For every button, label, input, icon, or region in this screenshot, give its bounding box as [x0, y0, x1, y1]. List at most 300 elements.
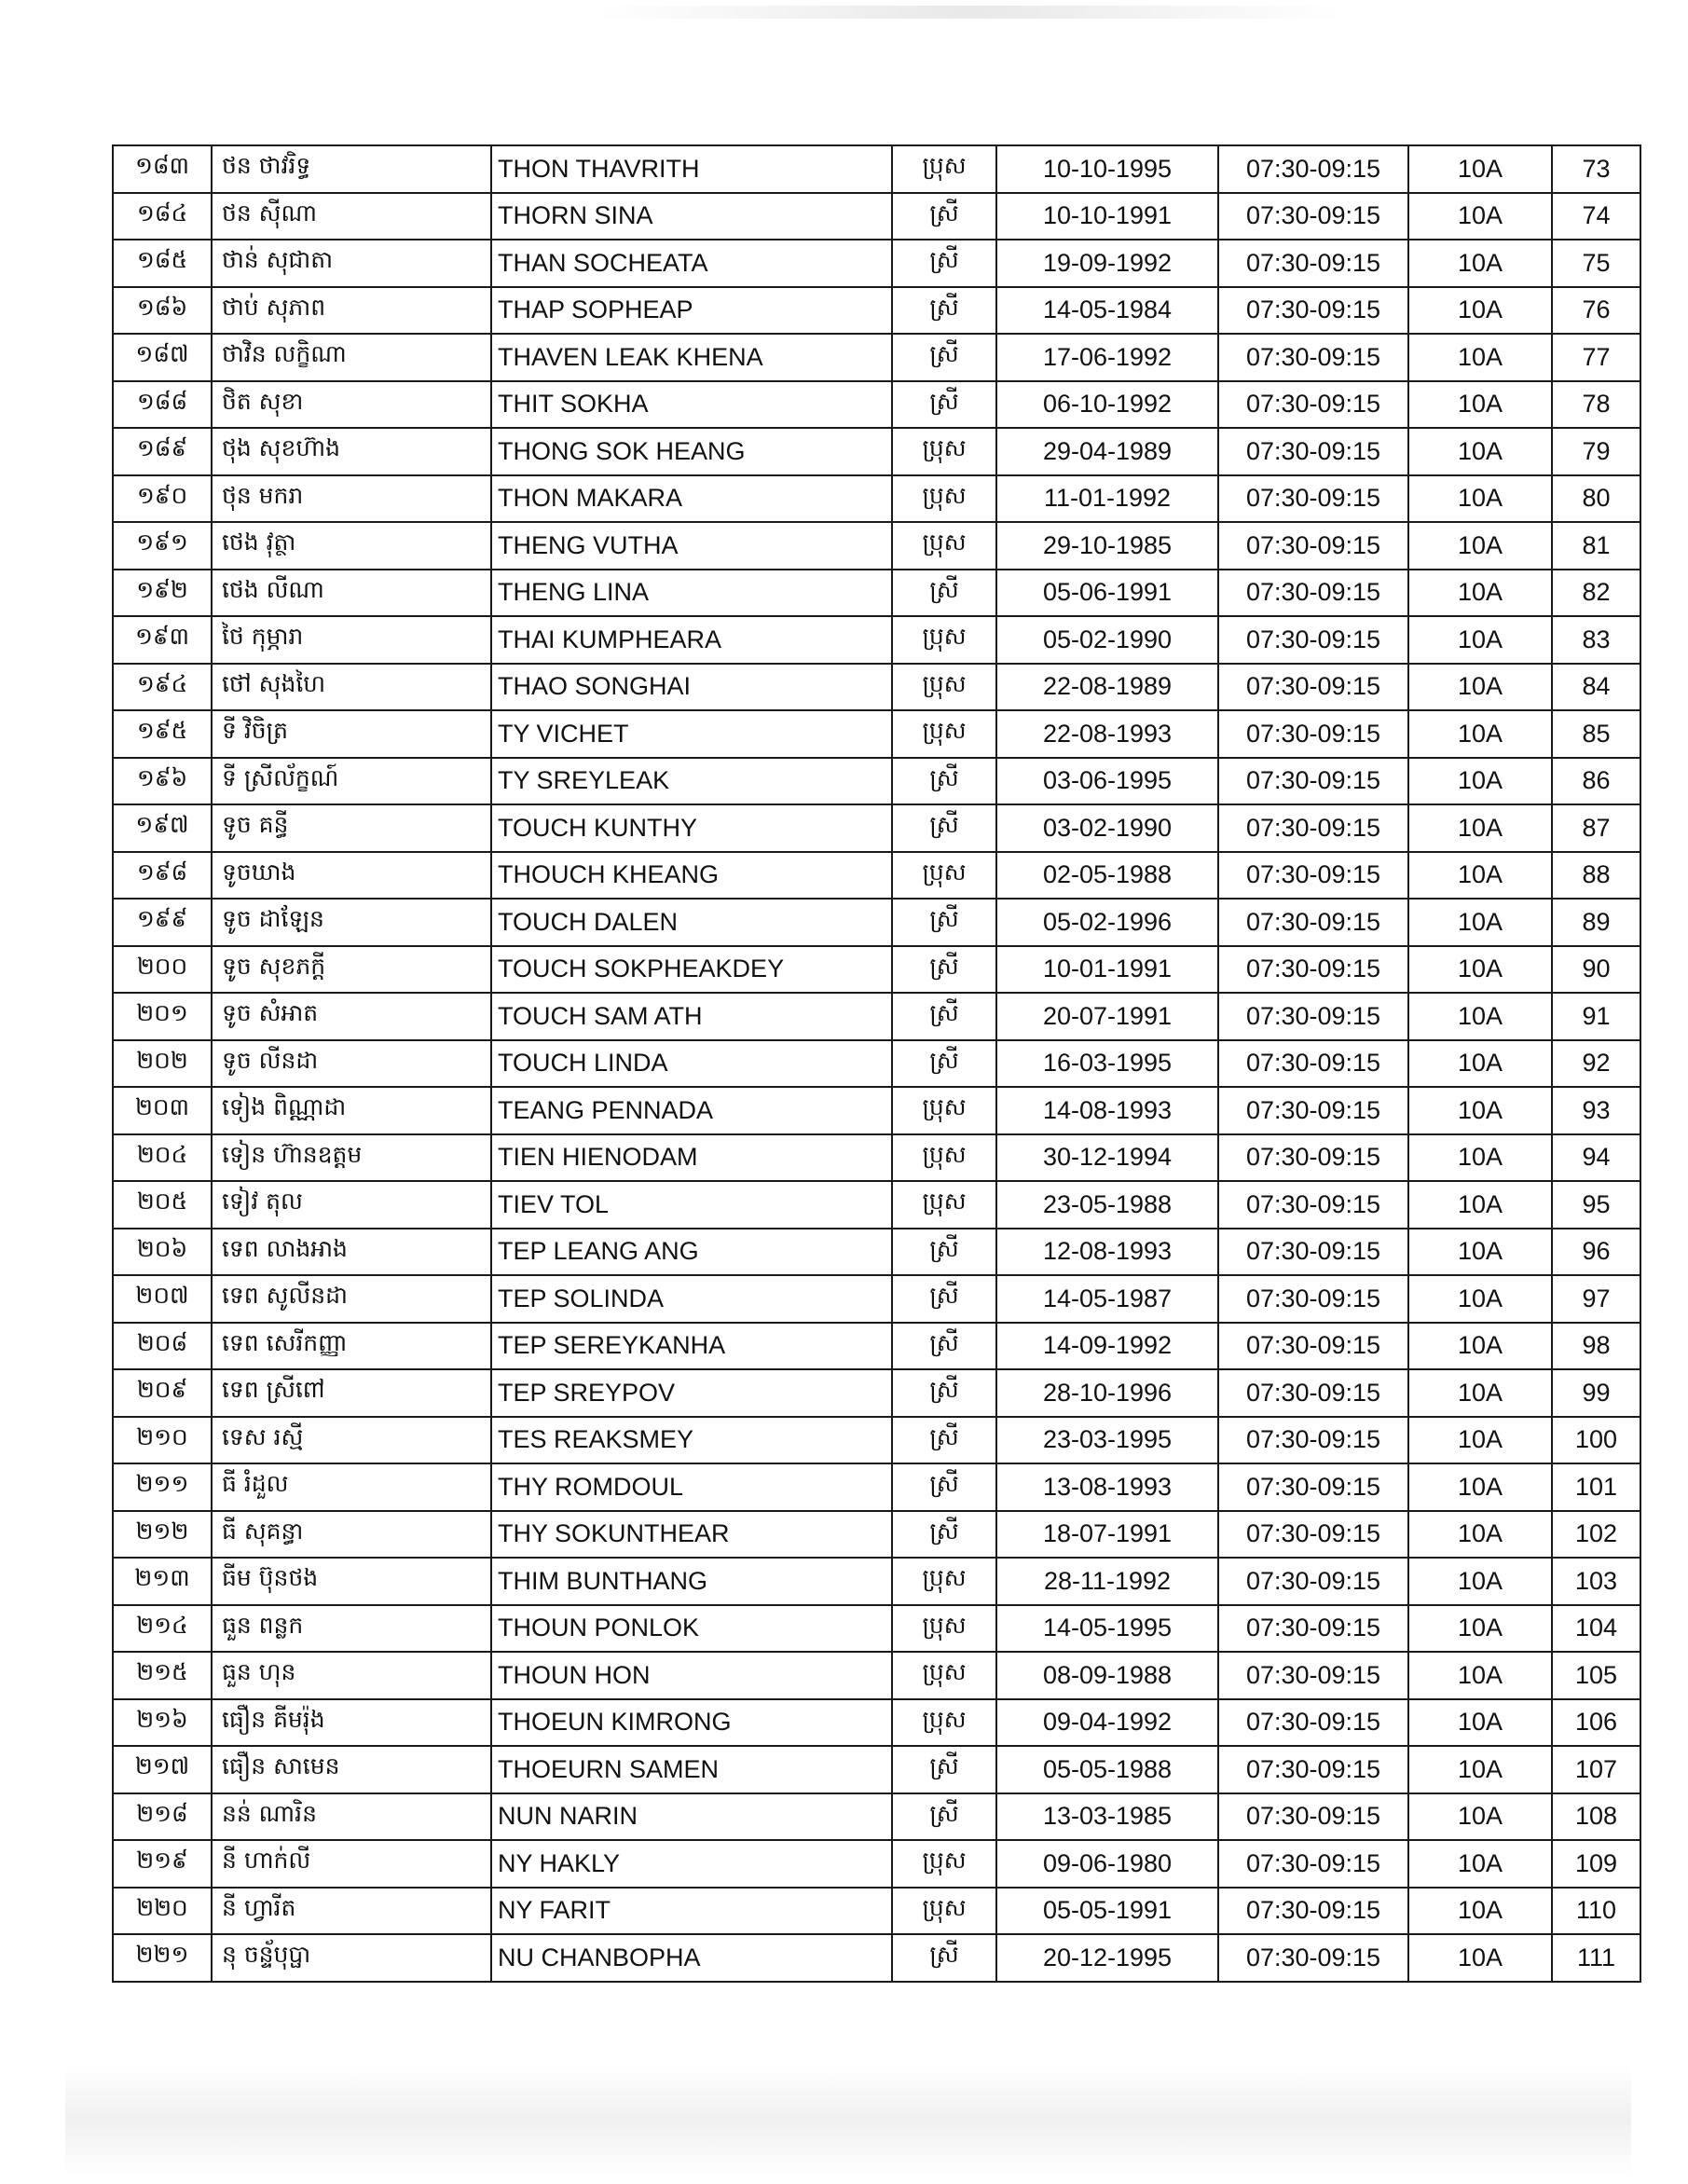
seat-number-cell: 82	[1552, 570, 1640, 617]
date-of-birth-cell: 10-01-1991	[996, 946, 1218, 994]
exam-time-cell: 07:30-09:15	[1218, 1699, 1408, 1747]
khmer-name-cell: នុ ចន្ទ័បុប្ផា	[212, 1934, 491, 1982]
date-of-birth-cell: 29-10-1985	[996, 522, 1218, 570]
sex-cell: ស្រី	[892, 1746, 996, 1793]
date-of-birth-cell: 09-06-1980	[996, 1840, 1218, 1888]
date-of-birth-cell: 20-07-1991	[996, 993, 1218, 1040]
row-number-cell: ២១៦	[113, 1699, 212, 1747]
table-row	[113, 1275, 1640, 1323]
date-of-birth-cell: 05-02-1996	[996, 899, 1218, 946]
table-row	[113, 1134, 1640, 1182]
sex-cell: ស្រី	[892, 193, 996, 240]
exam-room-cell: 10A	[1408, 1699, 1552, 1747]
seat-number-cell: 109	[1552, 1840, 1640, 1888]
seat-number-cell: 84	[1552, 664, 1640, 711]
table-row	[113, 1605, 1640, 1653]
khmer-name-cell: ថិត សុខា	[212, 381, 491, 429]
latin-name-cell: TEP SEREYKANHA	[491, 1323, 892, 1370]
seat-number-cell: 108	[1552, 1793, 1640, 1841]
table-row	[113, 758, 1640, 805]
date-of-birth-cell: 13-03-1985	[996, 1793, 1218, 1841]
date-of-birth-cell: 23-05-1988	[996, 1181, 1218, 1229]
table-row	[113, 428, 1640, 475]
row-number-cell: ២១០	[113, 1417, 212, 1464]
sex-cell: ស្រី	[892, 1793, 996, 1841]
date-of-birth-cell: 05-06-1991	[996, 570, 1218, 617]
row-number-cell: ១៩៧	[113, 804, 212, 852]
table-row	[113, 946, 1640, 994]
sex-cell: ស្រី	[892, 1511, 996, 1559]
row-number-cell: ២០៥	[113, 1181, 212, 1229]
sex-cell: ប្រុស	[892, 1652, 996, 1699]
latin-name-cell: THIM BUNTHANG	[491, 1558, 892, 1605]
table-row	[113, 475, 1640, 523]
exam-time-cell: 07:30-09:15	[1218, 193, 1408, 240]
candidate-table	[112, 144, 1641, 1983]
latin-name-cell: THON MAKARA	[491, 475, 892, 523]
table-row	[113, 522, 1640, 570]
date-of-birth-cell: 05-05-1988	[996, 1746, 1218, 1793]
row-number-cell: ១៨៥	[113, 240, 212, 287]
exam-room-cell: 10A	[1408, 758, 1552, 805]
date-of-birth-cell: 23-03-1995	[996, 1417, 1218, 1464]
seat-number-cell: 110	[1552, 1888, 1640, 1935]
latin-name-cell: TOUCH LINDA	[491, 1040, 892, 1088]
exam-time-cell: 07:30-09:15	[1218, 804, 1408, 852]
khmer-name-cell: ទូច សំអាត	[212, 993, 491, 1040]
exam-time-cell: 07:30-09:15	[1218, 381, 1408, 429]
khmer-name-cell: នី ហ្វារីត	[212, 1888, 491, 1935]
date-of-birth-cell: 14-09-1992	[996, 1323, 1218, 1370]
sex-cell: ប្រុស	[892, 1888, 996, 1935]
exam-room-cell: 10A	[1408, 1463, 1552, 1511]
latin-name-cell: THOUCH KHEANG	[491, 852, 892, 900]
date-of-birth-cell: 14-05-1984	[996, 287, 1218, 335]
seat-number-cell: 83	[1552, 616, 1640, 664]
exam-room-cell: 10A	[1408, 1040, 1552, 1088]
latin-name-cell: THIT SOKHA	[491, 381, 892, 429]
exam-time-cell: 07:30-09:15	[1218, 1793, 1408, 1841]
latin-name-cell: THAI KUMPHEARA	[491, 616, 892, 664]
latin-name-cell: THY ROMDOUL	[491, 1463, 892, 1511]
exam-room-cell: 10A	[1408, 1417, 1552, 1464]
table-row	[113, 852, 1640, 900]
khmer-name-cell: ធីម ប៊ុនថង	[212, 1558, 491, 1605]
table-row	[113, 616, 1640, 664]
row-number-cell: ២០៦	[113, 1229, 212, 1276]
row-number-cell: ១៨៩	[113, 428, 212, 475]
sex-cell: ស្រី	[892, 1417, 996, 1464]
seat-number-cell: 100	[1552, 1417, 1640, 1464]
sex-cell: ប្រុស	[892, 1134, 996, 1182]
date-of-birth-cell: 16-03-1995	[996, 1040, 1218, 1088]
seat-number-cell: 90	[1552, 946, 1640, 994]
latin-name-cell: TIEN HIENODAM	[491, 1134, 892, 1182]
exam-room-cell: 10A	[1408, 1323, 1552, 1370]
row-number-cell: ២០៨	[113, 1323, 212, 1370]
seat-number-cell: 76	[1552, 287, 1640, 335]
date-of-birth-cell: 18-07-1991	[996, 1511, 1218, 1559]
sex-cell: ប្រុស	[892, 1840, 996, 1888]
sex-cell: ស្រី	[892, 1934, 996, 1982]
date-of-birth-cell: 11-01-1992	[996, 475, 1218, 523]
exam-time-cell: 07:30-09:15	[1218, 1840, 1408, 1888]
khmer-name-cell: ទី ស្រីល័ក្ខណ៍	[212, 758, 491, 805]
latin-name-cell: TY VICHET	[491, 710, 892, 758]
khmer-name-cell: ថៅ សុងហៃ	[212, 664, 491, 711]
sex-cell: ស្រី	[892, 240, 996, 287]
table-row	[113, 145, 1640, 193]
sex-cell: ស្រី	[892, 381, 996, 429]
exam-time-cell: 07:30-09:15	[1218, 1511, 1408, 1559]
seat-number-cell: 102	[1552, 1511, 1640, 1559]
exam-room-cell: 10A	[1408, 1888, 1552, 1935]
exam-room-cell: 10A	[1408, 993, 1552, 1040]
row-number-cell: ២១៣	[113, 1558, 212, 1605]
table-row	[113, 1888, 1640, 1935]
khmer-name-cell: ទី វិចិត្រ	[212, 710, 491, 758]
khmer-name-cell: ទេព សេរីកញ្ញា	[212, 1323, 491, 1370]
row-number-cell: ១៩៨	[113, 852, 212, 900]
exam-room-cell: 10A	[1408, 710, 1552, 758]
latin-name-cell: NY HAKLY	[491, 1840, 892, 1888]
exam-room-cell: 10A	[1408, 804, 1552, 852]
row-number-cell: ១៨៨	[113, 381, 212, 429]
sex-cell: ប្រុស	[892, 522, 996, 570]
scan-artifact-bottom	[65, 2065, 1631, 2177]
seat-number-cell: 106	[1552, 1699, 1640, 1747]
table-row	[113, 1229, 1640, 1276]
exam-time-cell: 07:30-09:15	[1218, 1134, 1408, 1182]
row-number-cell: ២០៤	[113, 1134, 212, 1182]
table-row	[113, 1746, 1640, 1793]
date-of-birth-cell: 14-08-1993	[996, 1087, 1218, 1134]
row-number-cell: ២០១	[113, 993, 212, 1040]
exam-time-cell: 07:30-09:15	[1218, 240, 1408, 287]
latin-name-cell: THOUN PONLOK	[491, 1605, 892, 1653]
date-of-birth-cell: 17-06-1992	[996, 334, 1218, 381]
exam-time-cell: 07:30-09:15	[1218, 616, 1408, 664]
latin-name-cell: NY FARIT	[491, 1888, 892, 1935]
khmer-name-cell: ទេស រស្មី	[212, 1417, 491, 1464]
seat-number-cell: 78	[1552, 381, 1640, 429]
table-row	[113, 287, 1640, 335]
sex-cell: ស្រី	[892, 570, 996, 617]
exam-time-cell: 07:30-09:15	[1218, 664, 1408, 711]
seat-number-cell: 111	[1552, 1934, 1640, 1982]
table-row	[113, 899, 1640, 946]
sex-cell: ស្រី	[892, 287, 996, 335]
exam-time-cell: 07:30-09:15	[1218, 710, 1408, 758]
seat-number-cell: 101	[1552, 1463, 1640, 1511]
date-of-birth-cell: 22-08-1989	[996, 664, 1218, 711]
exam-room-cell: 10A	[1408, 1934, 1552, 1982]
sex-cell: ស្រី	[892, 334, 996, 381]
khmer-name-cell: ធឿន គីមរ៉ុង	[212, 1699, 491, 1747]
date-of-birth-cell: 20-12-1995	[996, 1934, 1218, 1982]
latin-name-cell: TOUCH DALEN	[491, 899, 892, 946]
sex-cell: ស្រី	[892, 946, 996, 994]
date-of-birth-cell: 03-02-1990	[996, 804, 1218, 852]
exam-room-cell: 10A	[1408, 428, 1552, 475]
seat-number-cell: 85	[1552, 710, 1640, 758]
exam-time-cell: 07:30-09:15	[1218, 1934, 1408, 1982]
exam-room-cell: 10A	[1408, 946, 1552, 994]
exam-room-cell: 10A	[1408, 616, 1552, 664]
exam-room-cell: 10A	[1408, 1558, 1552, 1605]
seat-number-cell: 73	[1552, 145, 1640, 193]
khmer-name-cell: ទៀន ហ៊ានឧត្តម	[212, 1134, 491, 1182]
seat-number-cell: 81	[1552, 522, 1640, 570]
latin-name-cell: TOUCH SAM ATH	[491, 993, 892, 1040]
seat-number-cell: 79	[1552, 428, 1640, 475]
table-row	[113, 1511, 1640, 1559]
sex-cell: ប្រុស	[892, 1558, 996, 1605]
khmer-name-cell: ថេង លីណា	[212, 570, 491, 617]
row-number-cell: ១៩១	[113, 522, 212, 570]
sex-cell: ប្រុស	[892, 428, 996, 475]
date-of-birth-cell: 02-05-1988	[996, 852, 1218, 900]
row-number-cell: ២០៩	[113, 1369, 212, 1417]
row-number-cell: ១៩២	[113, 570, 212, 617]
exam-room-cell: 10A	[1408, 522, 1552, 570]
row-number-cell: ២១១	[113, 1463, 212, 1511]
khmer-name-cell: ទូចឃាង	[212, 852, 491, 900]
khmer-name-cell: នី ហាក់លី	[212, 1840, 491, 1888]
seat-number-cell: 94	[1552, 1134, 1640, 1182]
latin-name-cell: TOUCH KUNTHY	[491, 804, 892, 852]
exam-room-cell: 10A	[1408, 1369, 1552, 1417]
exam-time-cell: 07:30-09:15	[1218, 1181, 1408, 1229]
date-of-birth-cell: 05-02-1990	[996, 616, 1218, 664]
exam-room-cell: 10A	[1408, 1181, 1552, 1229]
khmer-name-cell: ថាប់ សុភាព	[212, 287, 491, 335]
seat-number-cell: 86	[1552, 758, 1640, 805]
date-of-birth-cell: 29-04-1989	[996, 428, 1218, 475]
seat-number-cell: 103	[1552, 1558, 1640, 1605]
khmer-name-cell: ថៃ កុម្ភារា	[212, 616, 491, 664]
row-number-cell: ២២០	[113, 1888, 212, 1935]
row-number-cell: ១៩៦	[113, 758, 212, 805]
khmer-name-cell: ធួន ហុន	[212, 1652, 491, 1699]
row-number-cell: ១៩៩	[113, 899, 212, 946]
sex-cell: ស្រី	[892, 1040, 996, 1088]
row-number-cell: ២០៣	[113, 1087, 212, 1134]
exam-time-cell: 07:30-09:15	[1218, 428, 1408, 475]
exam-time-cell: 07:30-09:15	[1218, 1417, 1408, 1464]
exam-room-cell: 10A	[1408, 1793, 1552, 1841]
date-of-birth-cell: 22-08-1993	[996, 710, 1218, 758]
seat-number-cell: 99	[1552, 1369, 1640, 1417]
table-row	[113, 1699, 1640, 1747]
sex-cell: ប្រុស	[892, 616, 996, 664]
exam-room-cell: 10A	[1408, 899, 1552, 946]
exam-time-cell: 07:30-09:15	[1218, 993, 1408, 1040]
exam-room-cell: 10A	[1408, 287, 1552, 335]
sex-cell: ស្រី	[892, 758, 996, 805]
exam-time-cell: 07:30-09:15	[1218, 1275, 1408, 1323]
row-number-cell: ២១៤	[113, 1605, 212, 1653]
latin-name-cell: TY SREYLEAK	[491, 758, 892, 805]
latin-name-cell: TOUCH SOKPHEAKDEY	[491, 946, 892, 994]
seat-number-cell: 98	[1552, 1323, 1640, 1370]
date-of-birth-cell: 09-04-1992	[996, 1699, 1218, 1747]
khmer-name-cell: ទូច សុខភក្តី	[212, 946, 491, 994]
sex-cell: ប្រុស	[892, 1087, 996, 1134]
date-of-birth-cell: 03-06-1995	[996, 758, 1218, 805]
latin-name-cell: THENG VUTHA	[491, 522, 892, 570]
khmer-name-cell: ទៀង ពិណ្ណាដា	[212, 1087, 491, 1134]
seat-number-cell: 80	[1552, 475, 1640, 523]
exam-room-cell: 10A	[1408, 1134, 1552, 1182]
seat-number-cell: 74	[1552, 193, 1640, 240]
exam-time-cell: 07:30-09:15	[1218, 1087, 1408, 1134]
table-row	[113, 570, 1640, 617]
seat-number-cell: 107	[1552, 1746, 1640, 1793]
sex-cell: ស្រី	[892, 1369, 996, 1417]
row-number-cell: ១៨៧	[113, 334, 212, 381]
sex-cell: ស្រី	[892, 1229, 996, 1276]
date-of-birth-cell: 08-09-1988	[996, 1652, 1218, 1699]
date-of-birth-cell: 30-12-1994	[996, 1134, 1218, 1182]
table-row	[113, 804, 1640, 852]
khmer-name-cell: ថាន់ សុជាតា	[212, 240, 491, 287]
row-number-cell: ២២១	[113, 1934, 212, 1982]
exam-time-cell: 07:30-09:15	[1218, 145, 1408, 193]
exam-room-cell: 10A	[1408, 1275, 1552, 1323]
latin-name-cell: THAP SOPHEAP	[491, 287, 892, 335]
candidate-table-body	[113, 145, 1640, 1982]
exam-time-cell: 07:30-09:15	[1218, 1888, 1408, 1935]
date-of-birth-cell: 05-05-1991	[996, 1888, 1218, 1935]
latin-name-cell: THOUN HON	[491, 1652, 892, 1699]
latin-name-cell: THORN SINA	[491, 193, 892, 240]
exam-room-cell: 10A	[1408, 475, 1552, 523]
exam-time-cell: 07:30-09:15	[1218, 1605, 1408, 1653]
khmer-name-cell: ថុង សុខហ៊ាង	[212, 428, 491, 475]
khmer-name-cell: ទូច ដាឡែន	[212, 899, 491, 946]
table-row	[113, 1181, 1640, 1229]
exam-room-cell: 10A	[1408, 1087, 1552, 1134]
sex-cell: ប្រុស	[892, 1605, 996, 1653]
exam-time-cell: 07:30-09:15	[1218, 1369, 1408, 1417]
date-of-birth-cell: 10-10-1991	[996, 193, 1218, 240]
khmer-name-cell: ទេព ស្រីពៅ	[212, 1369, 491, 1417]
table-row	[113, 664, 1640, 711]
row-number-cell: ១៩៥	[113, 710, 212, 758]
latin-name-cell: THY SOKUNTHEAR	[491, 1511, 892, 1559]
seat-number-cell: 92	[1552, 1040, 1640, 1088]
exam-time-cell: 07:30-09:15	[1218, 1229, 1408, 1276]
seat-number-cell: 93	[1552, 1087, 1640, 1134]
date-of-birth-cell: 28-10-1996	[996, 1369, 1218, 1417]
exam-room-cell: 10A	[1408, 664, 1552, 711]
latin-name-cell: THOEUN KIMRONG	[491, 1699, 892, 1747]
exam-room-cell: 10A	[1408, 1511, 1552, 1559]
row-number-cell: ១៩៣	[113, 616, 212, 664]
exam-time-cell: 07:30-09:15	[1218, 522, 1408, 570]
row-number-cell: ២១៨	[113, 1793, 212, 1841]
table-row	[113, 1087, 1640, 1134]
sex-cell: ប្រុស	[892, 852, 996, 900]
sex-cell: ស្រី	[892, 1275, 996, 1323]
seat-number-cell: 95	[1552, 1181, 1640, 1229]
date-of-birth-cell: 12-08-1993	[996, 1229, 1218, 1276]
sex-cell: ប្រុស	[892, 1699, 996, 1747]
exam-time-cell: 07:30-09:15	[1218, 287, 1408, 335]
row-number-cell: ១៨៣	[113, 145, 212, 193]
exam-time-cell: 07:30-09:15	[1218, 1323, 1408, 1370]
date-of-birth-cell: 14-05-1987	[996, 1275, 1218, 1323]
khmer-name-cell: ទៀវ តុល	[212, 1181, 491, 1229]
exam-room-cell: 10A	[1408, 145, 1552, 193]
seat-number-cell: 77	[1552, 334, 1640, 381]
sex-cell: ប្រុស	[892, 1181, 996, 1229]
exam-room-cell: 10A	[1408, 1229, 1552, 1276]
seat-number-cell: 96	[1552, 1229, 1640, 1276]
table-row	[113, 240, 1640, 287]
latin-name-cell: THOEURN SAMEN	[491, 1746, 892, 1793]
row-number-cell: ១៩០	[113, 475, 212, 523]
khmer-name-cell: ថន ថាវរិទ្ធ	[212, 145, 491, 193]
latin-name-cell: THON THAVRITH	[491, 145, 892, 193]
sex-cell: ស្រី	[892, 1323, 996, 1370]
exam-time-cell: 07:30-09:15	[1218, 946, 1408, 994]
exam-time-cell: 07:30-09:15	[1218, 899, 1408, 946]
table-row	[113, 381, 1640, 429]
latin-name-cell: NU CHANBOPHA	[491, 1934, 892, 1982]
row-number-cell: ២០៧	[113, 1275, 212, 1323]
seat-number-cell: 104	[1552, 1605, 1640, 1653]
sex-cell: ប្រុស	[892, 710, 996, 758]
khmer-name-cell: ថេង វុត្ថា	[212, 522, 491, 570]
date-of-birth-cell: 14-05-1995	[996, 1605, 1218, 1653]
latin-name-cell: TEP SOLINDA	[491, 1275, 892, 1323]
date-of-birth-cell: 28-11-1992	[996, 1558, 1218, 1605]
latin-name-cell: TIEV TOL	[491, 1181, 892, 1229]
row-number-cell: ២១៧	[113, 1746, 212, 1793]
exam-room-cell: 10A	[1408, 240, 1552, 287]
date-of-birth-cell: 06-10-1992	[996, 381, 1218, 429]
exam-time-cell: 07:30-09:15	[1218, 1040, 1408, 1088]
latin-name-cell: THENG LINA	[491, 570, 892, 617]
seat-number-cell: 105	[1552, 1652, 1640, 1699]
exam-time-cell: 07:30-09:15	[1218, 1652, 1408, 1699]
table-row	[113, 334, 1640, 381]
seat-number-cell: 91	[1552, 993, 1640, 1040]
exam-time-cell: 07:30-09:15	[1218, 475, 1408, 523]
table-row	[113, 193, 1640, 240]
exam-time-cell: 07:30-09:15	[1218, 1558, 1408, 1605]
seat-number-cell: 87	[1552, 804, 1640, 852]
exam-time-cell: 07:30-09:15	[1218, 334, 1408, 381]
seat-number-cell: 89	[1552, 899, 1640, 946]
latin-name-cell: THAO SONGHAI	[491, 664, 892, 711]
date-of-birth-cell: 19-09-1992	[996, 240, 1218, 287]
latin-name-cell: NUN NARIN	[491, 1793, 892, 1841]
table-row	[113, 1463, 1640, 1511]
khmer-name-cell: ទូច គន្ធី	[212, 804, 491, 852]
row-number-cell: ១៩៤	[113, 664, 212, 711]
sex-cell: ស្រី	[892, 1463, 996, 1511]
row-number-cell: ១៨៦	[113, 287, 212, 335]
latin-name-cell: TEP LEANG ANG	[491, 1229, 892, 1276]
exam-room-cell: 10A	[1408, 193, 1552, 240]
latin-name-cell: THAN SOCHEATA	[491, 240, 892, 287]
table-row	[113, 1417, 1640, 1464]
row-number-cell: ២១៩	[113, 1840, 212, 1888]
seat-number-cell: 88	[1552, 852, 1640, 900]
